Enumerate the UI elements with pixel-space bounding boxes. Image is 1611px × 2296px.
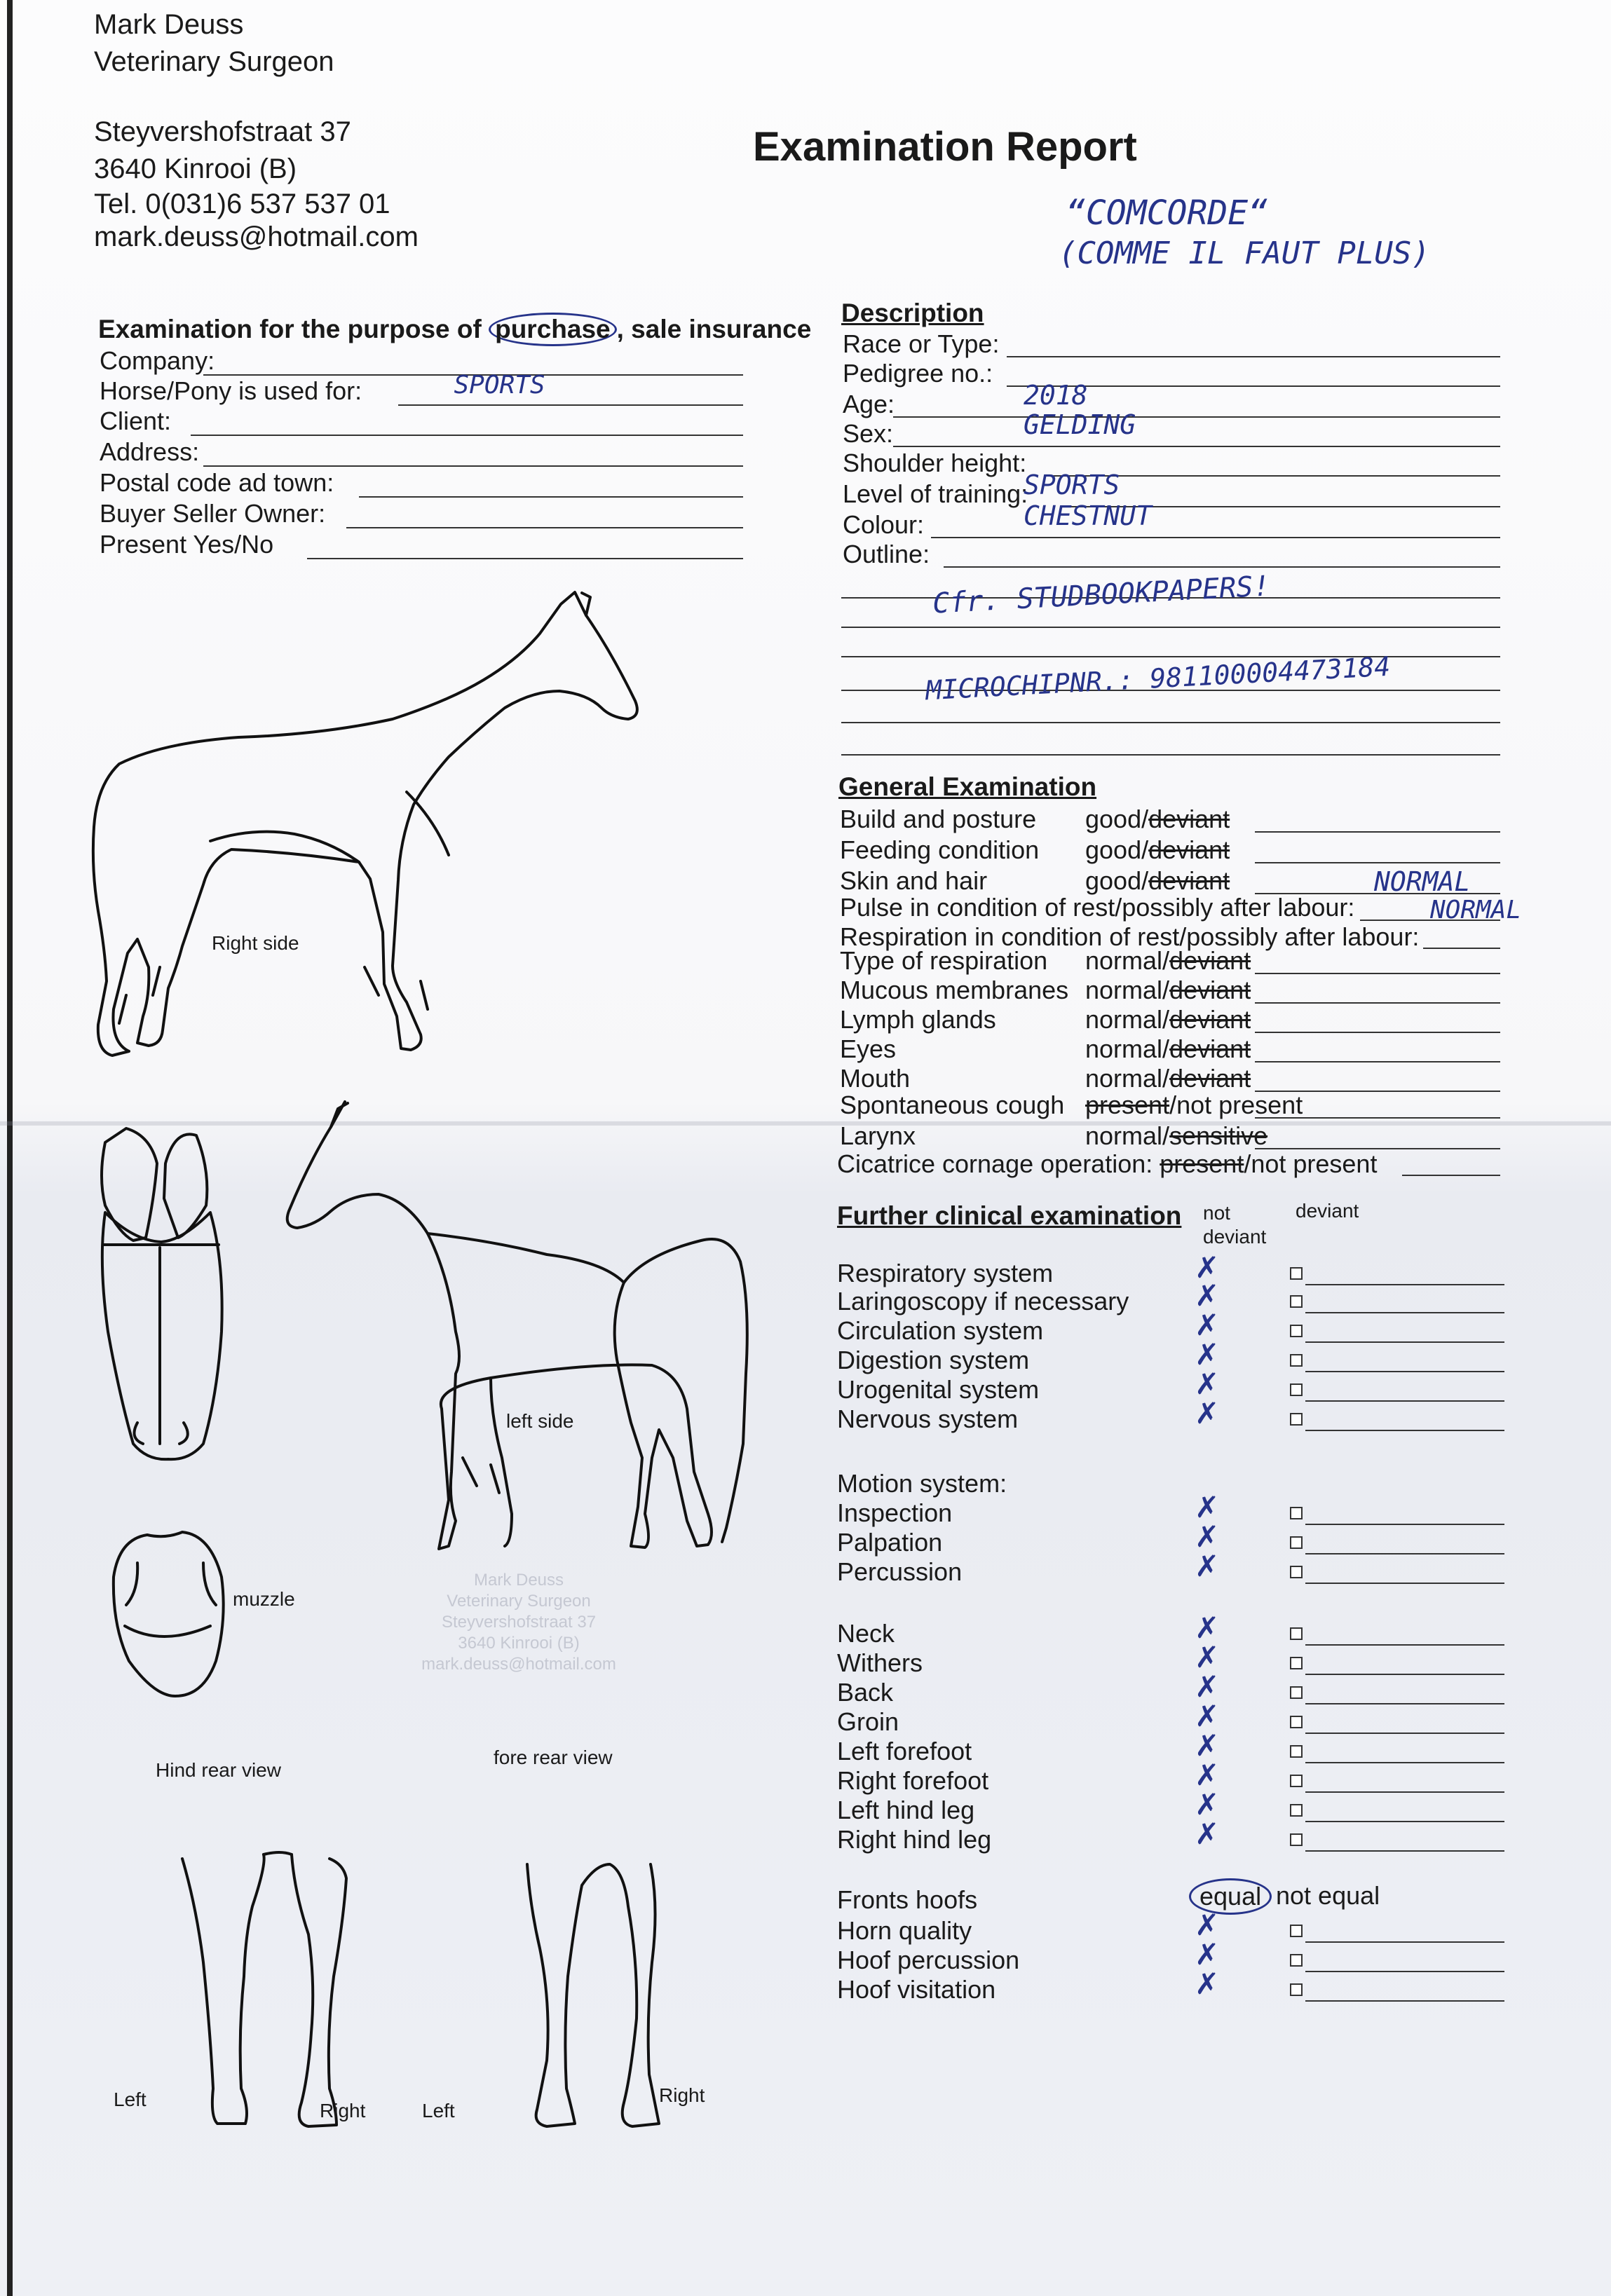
option-struck: deviant bbox=[1148, 805, 1230, 833]
general-item-label: Build and posture bbox=[840, 805, 1037, 833]
clinical-item-label: Horn quality bbox=[837, 1916, 972, 1945]
label-fore-rear: fore rear view bbox=[494, 1747, 613, 1768]
label-fore-left: Left bbox=[422, 2100, 455, 2121]
not-deviant-checkbox[interactable]: ✗ bbox=[1195, 1641, 1220, 1674]
general-item-label: Larynx bbox=[840, 1121, 916, 1150]
description-heading: Description bbox=[841, 299, 984, 327]
clinical-item-label: Urogenital system bbox=[837, 1375, 1040, 1404]
purpose-field-label: Client: bbox=[100, 406, 172, 435]
not-deviant-checkbox[interactable]: ✗ bbox=[1195, 1397, 1220, 1430]
not-deviant-checkbox[interactable]: ✗ bbox=[1195, 1520, 1220, 1553]
description-field-label: Pedigree no.: bbox=[843, 359, 993, 388]
description-field-value: GELDING bbox=[1024, 409, 1136, 440]
note-microchip: MICROCHIPNR.: 981100004473184 bbox=[925, 650, 1392, 706]
purpose-field-label: Postal code ad town: bbox=[100, 468, 334, 497]
respiration-value: NORMAL bbox=[1430, 896, 1522, 924]
vet-profession: Veterinary Surgeon bbox=[94, 46, 334, 77]
clinical-item-label: Hoof visitation bbox=[837, 1975, 996, 2004]
general-item-label: Skin and hair bbox=[840, 866, 988, 895]
not-deviant-checkbox[interactable]: ✗ bbox=[1195, 1758, 1220, 1791]
vet-city: 3640 Kinrooi (B) bbox=[94, 153, 297, 184]
description-field-label: Colour: bbox=[843, 510, 925, 539]
not-deviant-checkbox[interactable]: ✗ bbox=[1195, 1908, 1220, 1941]
hoofs-equal-circled[interactable]: equal bbox=[1189, 1878, 1272, 1915]
horse-head-front-drawing bbox=[102, 1128, 222, 1459]
clinical-item-label: Digestion system bbox=[837, 1346, 1030, 1374]
pulse-label: Pulse in condition of rest/possibly after labour: bbox=[840, 893, 1355, 922]
description-field-value: 2018 bbox=[1024, 380, 1088, 411]
description-field-label: Age: bbox=[843, 390, 895, 418]
not-deviant-checkbox[interactable]: ✗ bbox=[1195, 1788, 1220, 1821]
clinical-item-label: Inspection bbox=[837, 1498, 953, 1527]
clinical-item-label: Right forefoot bbox=[837, 1766, 989, 1795]
option-struck: deviant bbox=[1169, 1064, 1251, 1093]
option-kept: normal/ bbox=[1085, 1064, 1170, 1093]
not-deviant-checkbox[interactable]: ✗ bbox=[1195, 1967, 1220, 2000]
option-struck: present bbox=[1160, 1149, 1244, 1178]
page-title: Examination Report bbox=[753, 124, 1137, 170]
description-field-label: Level of training: bbox=[843, 479, 1028, 508]
stamp-line: 3640 Kinrooi (B) bbox=[458, 1634, 580, 1653]
description-field-value: CHESTNUT bbox=[1024, 500, 1153, 531]
label-hind-right: Right bbox=[320, 2100, 366, 2121]
not-deviant-checkbox[interactable]: ✗ bbox=[1195, 1279, 1220, 1312]
general-heading: General Examination bbox=[838, 772, 1097, 801]
not-deviant-checkbox[interactable]: ✗ bbox=[1195, 1611, 1220, 1644]
horse-hind-rear-drawing bbox=[182, 1852, 346, 2126]
general-item-label: Feeding condition bbox=[840, 835, 1040, 864]
note-studbook: Cfr. STUDBOOKPAPERS! bbox=[932, 570, 1271, 620]
vet-street: Steyvershofstraat 37 bbox=[94, 116, 351, 147]
option-struck: deviant bbox=[1169, 976, 1251, 1004]
purpose-field-value: SPORTS bbox=[454, 371, 545, 399]
horse-fore-rear-drawing bbox=[527, 1864, 659, 2126]
col-deviant: deviant bbox=[1296, 1200, 1359, 1222]
clinical-item-label: Percussion bbox=[837, 1557, 963, 1586]
clinical-item-label: Respiratory system bbox=[837, 1259, 1054, 1287]
clinical-item-label: Back bbox=[837, 1678, 894, 1707]
not-deviant-checkbox[interactable]: ✗ bbox=[1195, 1670, 1220, 1703]
general-item-label: Spontaneous cough bbox=[840, 1091, 1065, 1119]
option-struck: deviant bbox=[1169, 1034, 1251, 1063]
option-kept: normal/ bbox=[1085, 1034, 1170, 1063]
label-hind-rear: Hind rear view bbox=[156, 1759, 281, 1781]
label-right-side: Right side bbox=[212, 932, 299, 954]
horse-right-side-drawing bbox=[93, 592, 637, 1055]
description-field-label: Outline: bbox=[843, 540, 930, 568]
vet-name: Mark Deuss bbox=[94, 9, 244, 40]
clinical-item-label: Hoof percussion bbox=[837, 1946, 1020, 1974]
purpose-heading-prefix: Examination for the purpose of bbox=[98, 315, 489, 343]
vet-email: mark.deuss@hotmail.com bbox=[94, 221, 419, 252]
label-fore-right: Right bbox=[659, 2084, 705, 2106]
purpose-field-label: Horse/Pony is used for: bbox=[100, 376, 362, 405]
not-deviant-checkbox[interactable]: ✗ bbox=[1195, 1367, 1220, 1400]
clinical-item-label: Groin bbox=[837, 1707, 899, 1736]
hoofs-label: Fronts hoofs bbox=[837, 1885, 978, 1914]
purpose-circled: purchase bbox=[489, 313, 617, 346]
description-field-label: Shoulder height: bbox=[843, 449, 1027, 477]
not-deviant-checkbox[interactable]: ✗ bbox=[1195, 1938, 1220, 1971]
not-deviant-checkbox[interactable]: ✗ bbox=[1195, 1550, 1220, 1583]
further-heading: Further clinical examination bbox=[837, 1201, 1182, 1230]
stamp-line: mark.deuss@hotmail.com bbox=[421, 1655, 616, 1674]
option-struck: present bbox=[1085, 1091, 1170, 1119]
not-deviant-checkbox[interactable]: ✗ bbox=[1195, 1817, 1220, 1850]
option-kept: normal/ bbox=[1085, 1005, 1170, 1034]
general-item-label: Lymph glands bbox=[840, 1005, 996, 1034]
not-deviant-checkbox[interactable]: ✗ bbox=[1195, 1338, 1220, 1371]
stamp-line: Steyvershofstraat 37 bbox=[441, 1613, 597, 1632]
purpose-field-label: Present Yes/No bbox=[100, 530, 274, 559]
stamp-line: Mark Deuss bbox=[473, 1571, 564, 1590]
option-kept: normal/ bbox=[1085, 976, 1170, 1004]
cicatrice-text: Cicatrice cornage operation: bbox=[837, 1149, 1160, 1178]
general-item-label: Type of respiration bbox=[840, 946, 1048, 975]
clinical-item-label: Withers bbox=[837, 1648, 923, 1677]
option-kept: good/ bbox=[1085, 866, 1149, 895]
option-struck: sensitive bbox=[1169, 1121, 1268, 1150]
option-kept: /not present bbox=[1244, 1149, 1378, 1178]
not-deviant-checkbox[interactable]: ✗ bbox=[1195, 1729, 1220, 1762]
option-kept: normal/ bbox=[1085, 1121, 1170, 1150]
clinical-item-label: Left forefoot bbox=[837, 1737, 972, 1765]
label-hind-left: Left bbox=[114, 2089, 147, 2110]
horse-left-side-drawing bbox=[287, 1102, 747, 1549]
pulse-value: NORMAL bbox=[1374, 866, 1471, 897]
clinical-item-label: Left hind leg bbox=[837, 1796, 975, 1824]
description-field-label: Sex: bbox=[843, 419, 894, 448]
description-field-label: Race or Type: bbox=[843, 329, 1000, 358]
description-field-value: SPORTS bbox=[1024, 470, 1120, 500]
purpose-field-label: Address: bbox=[100, 437, 200, 466]
label-left-side: left side bbox=[506, 1410, 574, 1432]
general-item-label: Eyes bbox=[840, 1034, 897, 1063]
vet-tel: Tel. 0(031)6 537 537 01 bbox=[94, 189, 390, 219]
purpose-field-label: Company: bbox=[100, 346, 215, 375]
horse-muzzle-drawing bbox=[114, 1532, 224, 1696]
clinical-item-label: Circulation system bbox=[837, 1316, 1044, 1345]
general-item-label: Mouth bbox=[840, 1064, 911, 1093]
option-struck: deviant bbox=[1148, 866, 1230, 895]
clinical-item-label: Palpation bbox=[837, 1528, 943, 1557]
col-not-deviant: not deviant bbox=[1203, 1202, 1267, 1248]
respiration-label: Respiration in condition of rest/possibly after labour: bbox=[840, 922, 1420, 951]
motion-heading: Motion system: bbox=[837, 1469, 1007, 1498]
not-deviant-checkbox[interactable]: ✗ bbox=[1195, 1700, 1220, 1733]
clinical-item-label: Nervous system bbox=[837, 1405, 1019, 1433]
purpose-heading-suffix: , sale insurance bbox=[616, 315, 812, 343]
option-struck: deviant bbox=[1169, 946, 1251, 975]
option-kept: good/ bbox=[1085, 835, 1149, 864]
general-item-label: Mucous membranes bbox=[840, 976, 1069, 1004]
clinical-item-label: Laringoscopy if necessary bbox=[837, 1287, 1129, 1316]
option-kept: good/ bbox=[1085, 805, 1149, 833]
handwritten-horse-name: “COMCORDE“ bbox=[1066, 193, 1268, 233]
purpose-field-label: Buyer Seller Owner: bbox=[100, 499, 326, 528]
faint-stamp bbox=[393, 1570, 645, 1675]
not-deviant-checkbox[interactable]: ✗ bbox=[1195, 1491, 1220, 1524]
not-deviant-checkbox[interactable]: ✗ bbox=[1195, 1251, 1220, 1284]
option-struck: deviant bbox=[1169, 1005, 1251, 1034]
clinical-item-label: Neck bbox=[837, 1619, 895, 1648]
not-deviant-checkbox[interactable]: ✗ bbox=[1195, 1308, 1220, 1341]
label-muzzle: muzzle bbox=[233, 1588, 295, 1610]
option-kept: /not present bbox=[1169, 1091, 1303, 1119]
hoofs-not-equal[interactable]: not equal bbox=[1276, 1881, 1380, 1910]
clinical-item-label: Right hind leg bbox=[837, 1825, 992, 1854]
option-struck: deviant bbox=[1148, 835, 1230, 864]
handwritten-horse-name-sub: (COMME IL FAUT PLUS) bbox=[1059, 235, 1430, 271]
option-kept: normal/ bbox=[1085, 946, 1170, 975]
stamp-line: Veterinary Surgeon bbox=[447, 1592, 591, 1611]
